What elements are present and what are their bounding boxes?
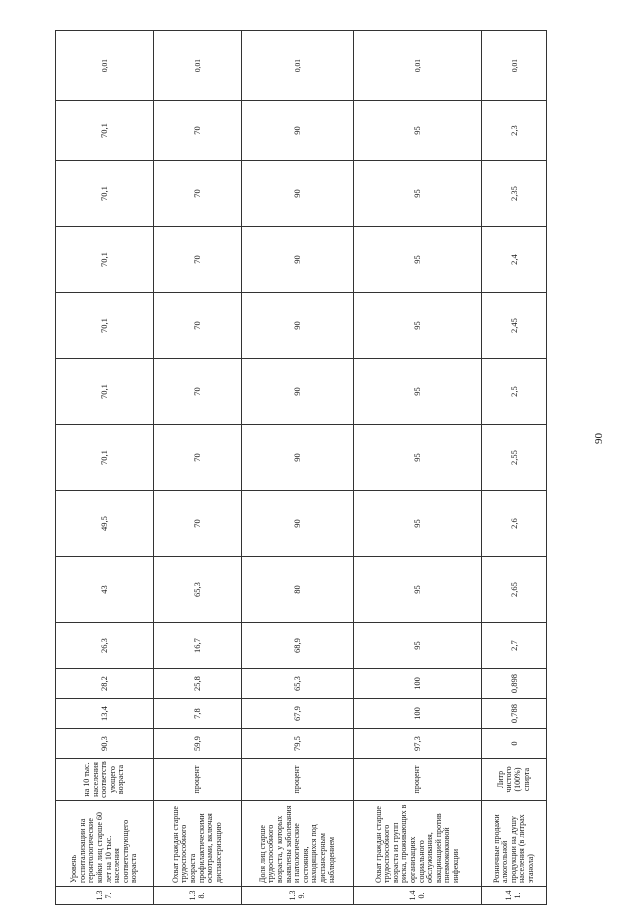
row-index: 1.38. <box>154 887 242 905</box>
indicator-unit: на 10 тыс. населения соответствующего возраста <box>56 759 154 801</box>
value-cell: 65,3 <box>242 669 354 699</box>
value-cell: 95 <box>354 293 482 359</box>
value-cell: 67,9 <box>242 699 354 729</box>
value-cell: 0 <box>482 729 547 759</box>
value-cell: 2,65 <box>482 557 547 623</box>
precision-cell: 0,01 <box>482 31 547 101</box>
value-cell: 2,4 <box>482 227 547 293</box>
value-cell: 13,4 <box>56 699 154 729</box>
value-cell: 0,788 <box>482 699 547 729</box>
value-cell: 2,3 <box>482 101 547 161</box>
value-cell: 68,9 <box>242 623 354 669</box>
indicator-unit: процент <box>242 759 354 801</box>
value-cell: 95 <box>354 425 482 491</box>
indicator-name: Розничные продажи алкогольной продукции на душу населения (в литрах этанола) <box>482 801 547 887</box>
value-cell: 79,5 <box>242 729 354 759</box>
table-row <box>154 31 242 905</box>
value-cell: 95 <box>354 359 482 425</box>
value-cell: 7,8 <box>154 699 242 729</box>
value-cell: 2,55 <box>482 425 547 491</box>
precision-cell: 0,01 <box>154 31 242 101</box>
value-cell: 65,3 <box>154 557 242 623</box>
indicator-name: Охват граждан старше трудоспособного возраста профилактическими осмотрами, включая диспансеризацию <box>154 801 242 887</box>
value-cell: 28,2 <box>56 669 154 699</box>
row-index: 1.39. <box>242 887 354 905</box>
indicator-name: Охват граждан старше трудоспособного возраста из групп риска, проживающих в организациях социального обслуживания, вакцинацией против пневмококковой инфекции <box>354 801 482 887</box>
value-cell: 70,1 <box>56 101 154 161</box>
value-cell: 95 <box>354 227 482 293</box>
value-cell: 90 <box>242 293 354 359</box>
indicator-unit: процент <box>354 759 482 801</box>
indicators-table <box>55 30 547 905</box>
value-cell: 70,1 <box>56 425 154 491</box>
value-cell: 2,6 <box>482 491 547 557</box>
value-cell: 90 <box>242 359 354 425</box>
value-cell: 80 <box>242 557 354 623</box>
value-cell: 90 <box>242 227 354 293</box>
table-row <box>242 31 354 905</box>
indicator-unit: процент <box>154 759 242 801</box>
value-cell: 100 <box>354 699 482 729</box>
value-cell: 90 <box>242 101 354 161</box>
value-cell: 70,1 <box>56 293 154 359</box>
value-cell: 90 <box>242 491 354 557</box>
value-cell: 95 <box>354 491 482 557</box>
value-cell: 95 <box>354 557 482 623</box>
value-cell: 70,1 <box>56 227 154 293</box>
row-index: 1.41. <box>482 887 547 905</box>
value-cell: 100 <box>354 669 482 699</box>
value-cell: 70 <box>154 227 242 293</box>
value-cell: 70,1 <box>56 161 154 227</box>
value-cell: 70 <box>154 293 242 359</box>
value-cell: 70,1 <box>56 359 154 425</box>
precision-cell: 0,01 <box>354 31 482 101</box>
value-cell: 95 <box>354 161 482 227</box>
value-cell: 16,7 <box>154 623 242 669</box>
value-cell: 25,8 <box>154 669 242 699</box>
value-cell: 70 <box>154 101 242 161</box>
value-cell: 49,5 <box>56 491 154 557</box>
value-cell: 26,3 <box>56 623 154 669</box>
precision-cell: 0,01 <box>242 31 354 101</box>
value-cell: 95 <box>354 623 482 669</box>
value-cell: 70 <box>154 359 242 425</box>
value-cell: 90,3 <box>56 729 154 759</box>
value-cell: 59,9 <box>154 729 242 759</box>
row-index: 1.40. <box>354 887 482 905</box>
value-cell: 70 <box>154 491 242 557</box>
table-row <box>354 31 482 905</box>
page-number: 90 <box>593 433 605 444</box>
value-cell: 2,7 <box>482 623 547 669</box>
indicator-name: Уровень госпитализации на геронтологические койки лиц старше 60 лет на 10 тыс. населения соответствующего возраста <box>56 801 154 887</box>
value-cell: 95 <box>354 101 482 161</box>
indicator-name: Доля лиц старше трудоспособного возраста, у которых выявлены заболевания и патологические состояния, находящихся под диспансерным наблюдением <box>242 801 354 887</box>
indicator-unit: Литр чистого (100%) спирта <box>482 759 547 801</box>
value-cell: 43 <box>56 557 154 623</box>
value-cell: 2,35 <box>482 161 547 227</box>
row-index: 1.37. <box>56 887 154 905</box>
value-cell: 97,3 <box>354 729 482 759</box>
value-cell: 2,45 <box>482 293 547 359</box>
precision-cell: 0,01 <box>56 31 154 101</box>
value-cell: 90 <box>242 161 354 227</box>
table-row <box>56 31 154 905</box>
table-row <box>482 31 547 905</box>
value-cell: 70 <box>154 425 242 491</box>
value-cell: 0,898 <box>482 669 547 699</box>
value-cell: 70 <box>154 161 242 227</box>
value-cell: 2,5 <box>482 359 547 425</box>
value-cell: 90 <box>242 425 354 491</box>
